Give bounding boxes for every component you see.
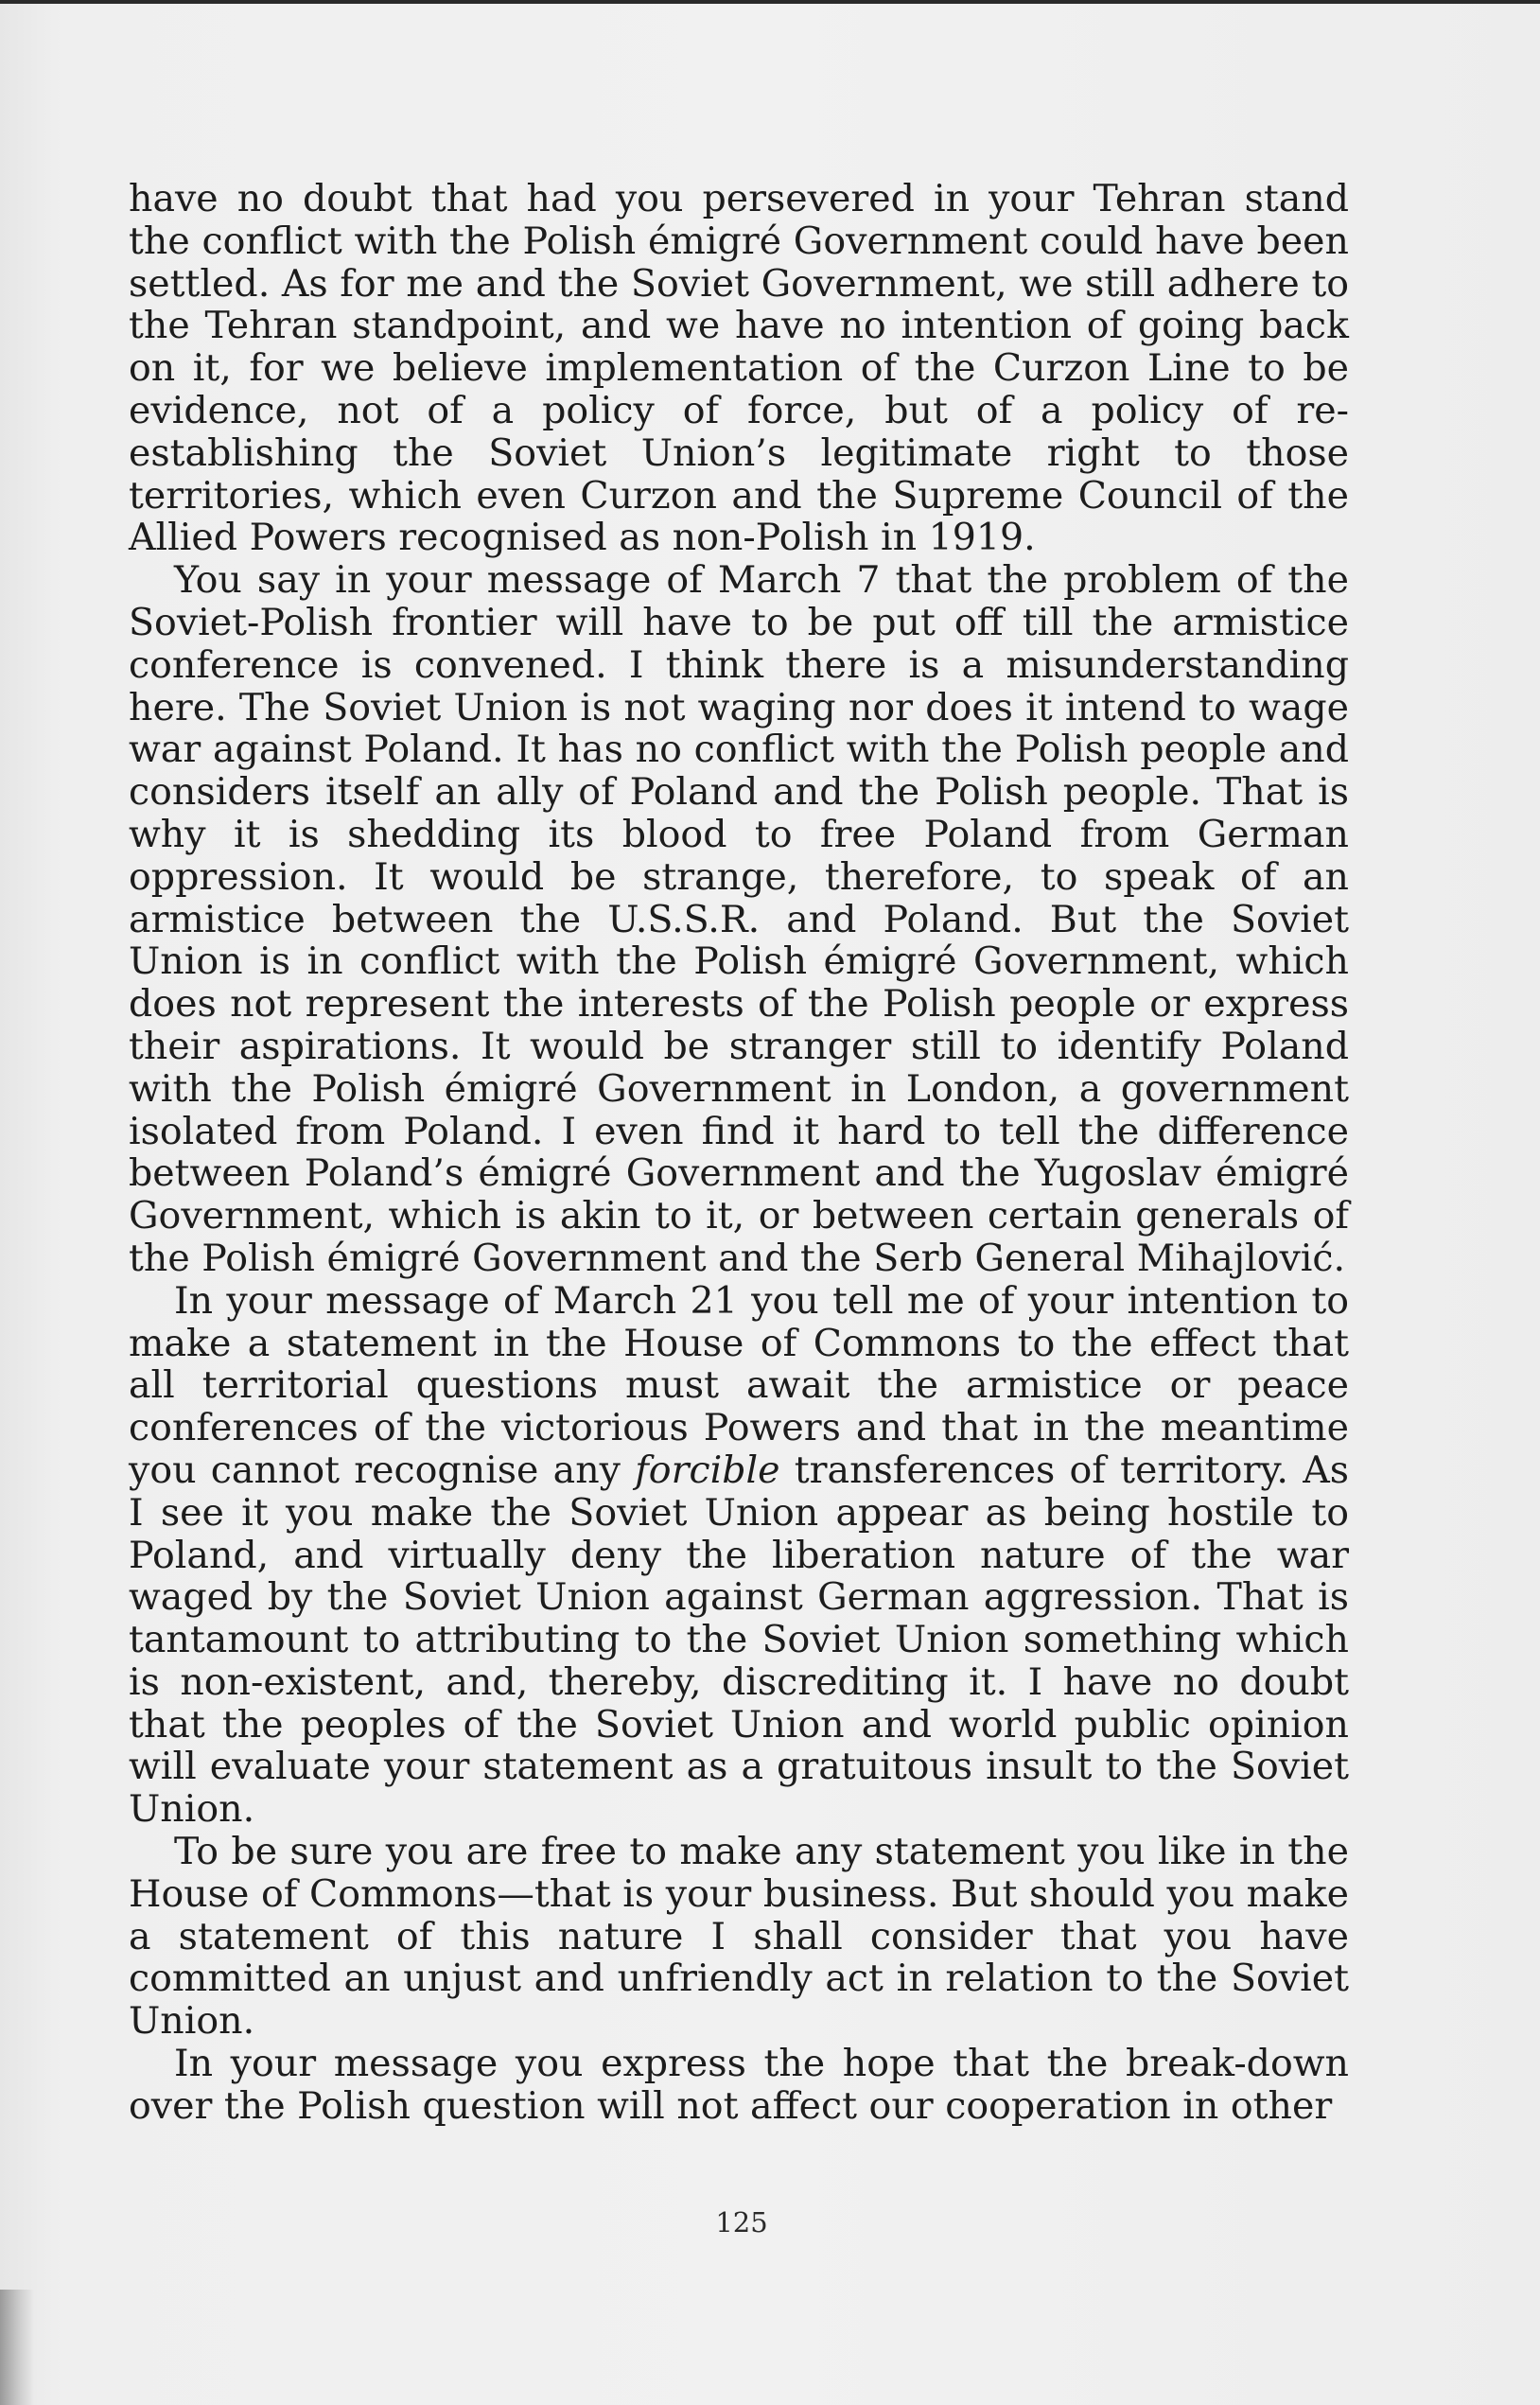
paragraph-5: In your message you express the hope that the break-down over the Polish question will not affect our cooperation in other	[129, 2042, 1349, 2128]
binding-shadow	[0, 2290, 34, 2405]
paragraph-3-italic-word: forcible	[635, 1448, 780, 1492]
paragraph-3-text-b: transferences of territory. As I see it you make the Soviet Union appear as being hostile to Poland, and virtually deny the liberation nature of the war waged by the Soviet Union against German aggression. That is tantamount to attributing to the Soviet Union something which is non-existent, and, thereby, discrediting it. I have no doubt that the peoples of the Soviet Union and world public opinion will evaluate your statement as a gratuitous insult to the Soviet Union.	[129, 1448, 1349, 1832]
paragraph-4: To be sure you are free to make any statement you like in the House of Commons—that is your business. But should you make a statement of this nature I shall consider that you have committed an unjust and unfriendly act in relation to the Soviet Union.	[129, 1830, 1349, 2044]
paragraph-2: You say in your message of March 7 that the problem of the Soviet-Polish frontier will have to be put off till the armistice conference is convened. I think there is a misunderstanding here. The Soviet Union is not waging nor does it intend to wage war against Poland. It has no conflict with the Polish people and considers itself an ally of Poland and the Polish people. That is why it is shedding its blood to free Poland from German oppression. It would be strange, therefore, to speak of an armistice between the U.S.S.R. and Poland. But the Soviet Union is in conflict with the Polish émigré Government, which does not represent the interests of the Polish people or express their aspirations. It would be stranger still to identify Poland with the Polish émigré Government in London, a government isolated from Poland. I even find it hard to tell the difference between Poland’s émigré Government and the Yugoslav émigré Government, which is akin to it, or between certain generals of the Polish émigré Government and the Serb General Mihajlović.	[129, 558, 1349, 1280]
paragraph-3	[129, 1280, 1349, 1831]
page-number: 125	[715, 2206, 768, 2238]
paragraph-3-text-a: In your message of March 21 you tell me of your intention to make a statement in the House of Commons to the effect that all territorial questions must await the armistice or peace conferences of the victorious Powers and that in the meantime you cannot recognise any	[129, 1278, 1349, 1492]
page-top-edge	[0, 0, 1540, 4]
paragraph-1: have no doubt that had you persevered in your Tehran stand the conflict with the Polish émigré Government could have been settled. As for me and the Soviet Government, we still adhere to the Tehran standpoint, and we have no intention of going back on it, for we believe implementation of the Curzon Line to be evidence, not of a policy of force, but of a policy of re-establishing the Soviet Union’s legitimate right to those territories, which even Curzon and the Supreme Council of the Allied Powers recognised as non-Polish in 1919.	[129, 177, 1349, 560]
page-body-text	[129, 178, 1349, 2128]
